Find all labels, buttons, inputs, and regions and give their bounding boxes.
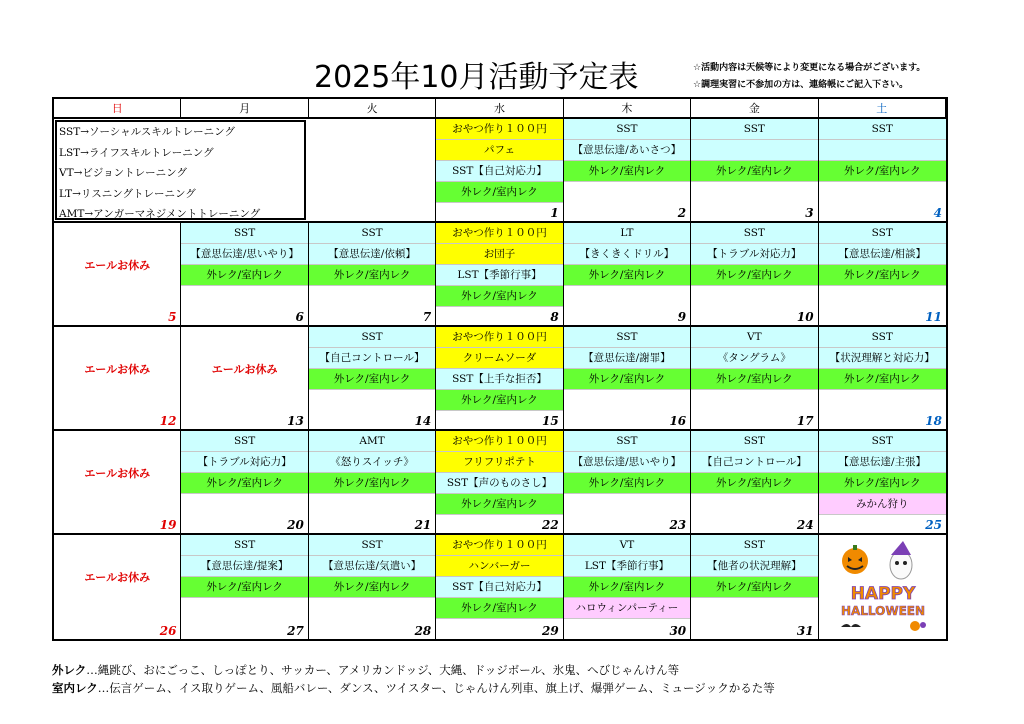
activity-line: VT <box>564 535 690 556</box>
date-number: 20 <box>287 518 304 532</box>
footer-outdoor <box>52 661 775 679</box>
date-number: 27 <box>287 624 304 638</box>
activity-line: 【自己コントロール】 <box>309 348 435 369</box>
date-number: 19 <box>159 518 177 532</box>
activity-line: フリフリポテト <box>436 452 562 473</box>
day-cell <box>819 431 946 535</box>
day-cell <box>54 535 181 639</box>
day-cell <box>691 535 818 639</box>
date-number: 21 <box>414 518 432 532</box>
day-cell <box>436 431 563 535</box>
day-cell <box>309 327 436 431</box>
activity-line: 外レク/室内レク <box>436 390 562 411</box>
activity-line: 【意思伝達/思いやり】 <box>564 452 690 473</box>
activity-line: 【トラブル対応力】 <box>691 244 817 265</box>
day-cell <box>564 535 691 639</box>
footer <box>52 661 775 697</box>
activity-line: 外レク/室内レク <box>181 473 307 494</box>
weekday-header: 月 <box>181 99 308 119</box>
activity-line: おやつ作り１００円 <box>436 327 562 348</box>
activity-line: 外レク/室内レク <box>564 577 690 598</box>
activity-line: SST【自己対応力】 <box>436 577 562 598</box>
halloween-illustration <box>833 541 933 633</box>
date-number: 13 <box>287 414 304 428</box>
activity-line: 外レク/室内レク <box>564 161 690 182</box>
outdoor-label: 外レク <box>52 663 87 677</box>
date-number: 23 <box>669 518 687 532</box>
activity-line: SST <box>691 431 817 452</box>
calendar-grid <box>52 97 948 641</box>
date-number: 7 <box>422 310 432 324</box>
activity-line: 外レク/室内レク <box>436 494 562 515</box>
date-number: 6 <box>295 310 304 324</box>
activity-line: SST <box>309 223 435 244</box>
date-number: 14 <box>414 414 432 428</box>
activity-line: 【意思伝達/主張】 <box>819 452 946 473</box>
activity-line: 外レク/室内レク <box>691 161 817 182</box>
activity-line: 【意思伝達/あいさつ】 <box>564 140 690 161</box>
day-cell <box>819 327 946 431</box>
day-cell <box>819 223 946 327</box>
indoor-text: …伝言ゲーム、イス取りゲーム、風船バレー、ダンス、ツイスター、じゃんけん列車、旗上げ、爆弾ゲーム、ミュージックかるた等 <box>97 681 775 695</box>
day-cell <box>54 327 181 431</box>
legend-item: SST→ソーシャルスキルトレーニング <box>59 126 235 138</box>
activity-line: クリームソーダ <box>436 348 562 369</box>
activity-line: 外レク/室内レク <box>564 265 690 286</box>
date-number: 18 <box>925 414 942 428</box>
activity-line: 外レク/室内レク <box>819 369 946 390</box>
note-weather: ☆活動内容は天候等により変更になる場合がございます。 <box>693 63 926 73</box>
activity-line: SST <box>309 327 435 348</box>
weekday-header: 木 <box>564 99 691 119</box>
activity-line: SST <box>564 431 690 452</box>
closed-label: エールお休み <box>84 363 151 376</box>
date-number: 2 <box>677 206 687 220</box>
activity-line: おやつ作り１００円 <box>436 535 562 556</box>
closed-label: エールお休み <box>84 467 151 480</box>
day-cell <box>54 119 436 223</box>
activity-line: SST【自己対応力】 <box>436 161 562 182</box>
day-cell <box>564 119 691 223</box>
activity-line <box>819 140 946 161</box>
activity-line: パフェ <box>436 140 562 161</box>
legend-item: VT→ビジョントレーニング <box>59 167 187 180</box>
day-cell <box>819 535 946 639</box>
day-cell <box>819 119 946 223</box>
day-cell <box>309 535 436 639</box>
day-cell <box>436 535 563 639</box>
activity-line: SST <box>181 431 307 452</box>
date-number: 12 <box>159 414 177 428</box>
legend-item: LT→リスニングトレーニング <box>59 187 196 200</box>
date-number: 15 <box>542 414 559 428</box>
activity-line: みかん狩り <box>819 494 946 515</box>
activity-line: LT <box>564 223 690 244</box>
activity-line: SST <box>819 119 946 140</box>
footer-indoor <box>52 679 775 697</box>
activity-line: 外レク/室内レク <box>181 265 307 286</box>
legend-item: LST→ライフスキルトレーニング <box>59 146 214 159</box>
activity-line: LST【季節行事】 <box>436 265 562 286</box>
activity-line: 外レク/室内レク <box>436 286 562 307</box>
day-cell <box>309 223 436 327</box>
date-number: 17 <box>796 414 814 428</box>
notes <box>693 60 925 94</box>
halloween-text: HAPPY <box>850 584 915 604</box>
activity-line: SST <box>564 327 690 348</box>
day-cell <box>181 223 308 327</box>
activity-line: 外レク/室内レク <box>691 265 817 286</box>
activity-line: SST <box>181 223 307 244</box>
activity-line: LST【季節行事】 <box>564 556 690 577</box>
activity-line: 外レク/室内レク <box>819 161 946 182</box>
day-cell <box>54 431 181 535</box>
note-cooking: ☆調理実習に不参加の方は、連絡帳にご記入下さい。 <box>693 80 909 90</box>
day-cell <box>309 431 436 535</box>
activity-line: 外レク/室内レク <box>181 577 307 598</box>
activity-line: VT <box>691 327 817 348</box>
activity-line: SST <box>309 535 435 556</box>
activity-line: 【トラブル対応力】 <box>181 452 307 473</box>
activity-line: 外レク/室内レク <box>564 369 690 390</box>
date-number: 1 <box>550 206 559 220</box>
day-cell <box>181 431 308 535</box>
activity-line: 外レク/室内レク <box>691 577 817 598</box>
activity-line: 外レク/室内レク <box>309 265 435 286</box>
date-number: 4 <box>933 206 942 220</box>
date-number: 3 <box>805 206 814 220</box>
activity-line: 【意思伝達/相談】 <box>819 244 946 265</box>
day-cell <box>691 223 818 327</box>
date-number: 29 <box>542 624 559 638</box>
activity-line: SST <box>691 535 817 556</box>
activity-line: SST <box>819 431 946 452</box>
date-number: 16 <box>669 414 687 428</box>
activity-line: 【他者の状況理解】 <box>691 556 817 577</box>
activity-line: SST <box>819 327 946 348</box>
date-number: 24 <box>796 518 814 532</box>
activity-line: 外レク/室内レク <box>691 473 817 494</box>
weekday-header: 水 <box>436 99 563 119</box>
activity-line: 【意思伝達/依頼】 <box>309 244 435 265</box>
activity-line: 外レク/室内レク <box>819 265 946 286</box>
activity-line: おやつ作り１００円 <box>436 431 562 452</box>
day-cell <box>436 327 563 431</box>
day-cell <box>564 223 691 327</box>
weekday-header: 金 <box>691 99 818 119</box>
closed-label: エールお休み <box>84 259 151 272</box>
day-cell <box>181 327 308 431</box>
activity-line: AMT <box>309 431 435 452</box>
date-number: 22 <box>542 518 559 532</box>
activity-line: SST <box>564 119 690 140</box>
abbreviation-legend <box>55 120 306 220</box>
date-number: 5 <box>168 310 177 324</box>
activity-line: 【意思伝達/思いやり】 <box>181 244 307 265</box>
weekday-header: 日 <box>54 99 181 119</box>
indoor-label: 室内レク <box>52 681 98 695</box>
activity-line: お団子 <box>436 244 562 265</box>
activity-line: おやつ作り１００円 <box>436 223 562 244</box>
date-number: 28 <box>414 624 432 638</box>
activity-line: 【きくきくドリル】 <box>564 244 690 265</box>
activity-line: SST【上手な拒否】 <box>436 369 562 390</box>
closed-label: エールお休み <box>211 363 278 376</box>
halloween-text: HALLOWEEN <box>840 604 925 618</box>
weekday-header: 火 <box>309 99 436 119</box>
day-cell <box>181 535 308 639</box>
date-number: 26 <box>159 624 177 638</box>
activity-line: 外レク/室内レク <box>691 369 817 390</box>
activity-line: 【意思伝達/気遣い】 <box>309 556 435 577</box>
legend-item: AMT→アンガーマネジメントトレーニング <box>59 208 261 221</box>
activity-line: ハンバーガー <box>436 556 562 577</box>
activity-line: 外レク/室内レク <box>309 473 435 494</box>
day-cell <box>564 327 691 431</box>
date-number: 9 <box>677 310 687 324</box>
activity-line: 《タングラム》 <box>691 348 817 369</box>
page-title: 2025年10月活動予定表 <box>314 60 639 95</box>
date-number: 31 <box>796 624 814 638</box>
day-cell <box>691 119 818 223</box>
activity-line: SST <box>819 223 946 244</box>
activity-line: 外レク/室内レク <box>436 182 562 203</box>
activity-line: 【自己コントロール】 <box>691 452 817 473</box>
activity-line: SST <box>691 119 817 140</box>
day-cell <box>691 431 818 535</box>
activity-line: 【状況理解と対応力】 <box>819 348 946 369</box>
date-number: 10 <box>796 310 814 324</box>
activity-line: 外レク/室内レク <box>436 598 562 619</box>
day-cell <box>691 327 818 431</box>
date-number: 11 <box>925 310 942 324</box>
activity-line: 外レク/室内レク <box>309 577 435 598</box>
activity-line: ハロウィンパーティー <box>564 598 690 619</box>
outdoor-text: …縄跳び、おにごっこ、しっぽとり、サッカー、アメリカンドッジ、大縄、ドッジボール、氷鬼、へびじゃんけん等 <box>86 663 680 677</box>
activity-line <box>691 140 817 161</box>
activity-line: SST <box>691 223 817 244</box>
activity-line: 外レク/室内レク <box>309 369 435 390</box>
day-cell <box>436 119 563 223</box>
date-number: 25 <box>925 518 942 532</box>
day-cell <box>436 223 563 327</box>
activity-line: 【意思伝達/提案】 <box>181 556 307 577</box>
day-cell <box>564 431 691 535</box>
activity-line: 【意思伝達/謝罪】 <box>564 348 690 369</box>
activity-line: 外レク/室内レク <box>819 473 946 494</box>
activity-line: おやつ作り１００円 <box>436 119 562 140</box>
activity-line: SST <box>181 535 307 556</box>
activity-line: 《怒りスイッチ》 <box>309 452 435 473</box>
weekday-header: 土 <box>819 99 946 119</box>
date-number: 30 <box>669 624 687 638</box>
activity-line: 外レク/室内レク <box>564 473 690 494</box>
date-number: 8 <box>550 310 559 324</box>
day-cell <box>54 223 181 327</box>
activity-line: SST【声のものさし】 <box>436 473 562 494</box>
closed-label: エールお休み <box>84 571 151 584</box>
